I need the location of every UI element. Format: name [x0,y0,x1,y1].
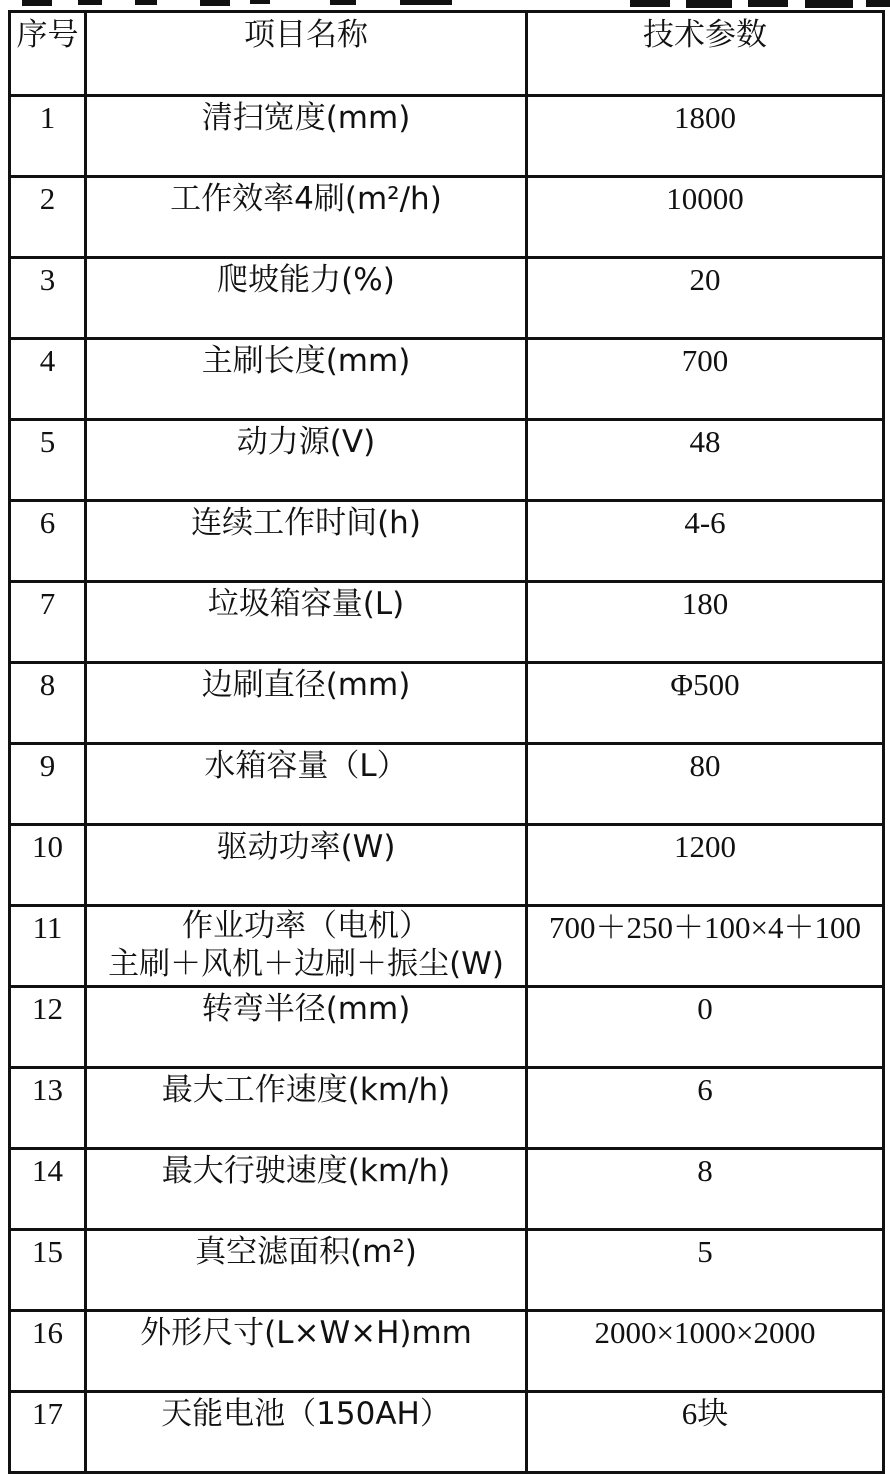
header-row [10,12,884,96]
row-index: 7 [10,582,86,663]
table-row [10,1149,884,1230]
row-name: 水箱容量（L） [86,744,527,825]
row-name: 真空滤面积(m²) [86,1230,527,1311]
row-name: 转弯半径(mm) [86,987,527,1068]
row-value: 10000 [527,177,884,258]
table-row [10,1392,884,1473]
row-name: 边刷直径(mm) [86,663,527,744]
table-row [10,96,884,177]
row-name: 爬坡能力(%) [86,258,527,339]
row-name-line-1: 作业功率（电机） [182,908,430,944]
table-row [10,987,884,1068]
row-index: 5 [10,420,86,501]
table-row [10,663,884,744]
row-value: 5 [527,1230,884,1311]
row-index: 12 [10,987,86,1068]
row-value: 8 [527,1149,884,1230]
row-index: 3 [10,258,86,339]
row-index: 6 [10,501,86,582]
row-name: 主刷长度(mm) [86,339,527,420]
row-index: 2 [10,177,86,258]
row-index: 11 [10,906,86,987]
table-row [10,501,884,582]
row-index: 1 [10,96,86,177]
row-value: 700 [527,339,884,420]
table-row [10,339,884,420]
row-value: 48 [527,420,884,501]
row-index: 4 [10,339,86,420]
row-name: 垃圾箱容量(L) [86,582,527,663]
row-value: 6 [527,1068,884,1149]
row-name: 天能电池（150AH） [86,1392,527,1473]
row-name: 连续工作时间(h) [86,501,527,582]
row-name-multiline [86,906,527,987]
header-index: 序号 [10,12,86,96]
row-value: 700＋250＋100×4＋100 [527,906,884,987]
row-value: 20 [527,258,884,339]
table-row [10,420,884,501]
table-row [10,258,884,339]
spec-table [8,10,885,1474]
table-row [10,1068,884,1149]
row-index: 8 [10,663,86,744]
row-index: 13 [10,1068,86,1149]
table-row [10,1311,884,1392]
row-name: 最大工作速度(km/h) [86,1068,527,1149]
row-value: 2000×1000×2000 [527,1311,884,1392]
row-index: 16 [10,1311,86,1392]
row-name-line-2: 主刷＋风机＋边刷＋振尘(W) [108,946,504,982]
table-row [10,582,884,663]
row-index: 15 [10,1230,86,1311]
row-name: 外形尺寸(L×W×H)mm [86,1311,527,1392]
row-name: 工作效率4刷(m²/h) [86,177,527,258]
row-value: 180 [527,582,884,663]
table-row [10,744,884,825]
table-row [10,1230,884,1311]
row-name: 清扫宽度(mm) [86,96,527,177]
header-spec-value: 技术参数 [527,12,884,96]
row-value: 4-6 [527,501,884,582]
table-row [10,177,884,258]
header-item-name: 项目名称 [86,12,527,96]
row-index: 9 [10,744,86,825]
row-name: 动力源(V) [86,420,527,501]
row-value: 6块 [527,1392,884,1473]
row-index: 10 [10,825,86,906]
table-row [10,825,884,906]
table-row [10,906,884,987]
row-value: Φ500 [527,663,884,744]
row-value: 1200 [527,825,884,906]
row-name: 驱动功率(W) [86,825,527,906]
row-index: 17 [10,1392,86,1473]
row-index: 14 [10,1149,86,1230]
row-value: 1800 [527,96,884,177]
row-name: 最大行驶速度(km/h) [86,1149,527,1230]
row-value: 0 [527,987,884,1068]
row-value: 80 [527,744,884,825]
